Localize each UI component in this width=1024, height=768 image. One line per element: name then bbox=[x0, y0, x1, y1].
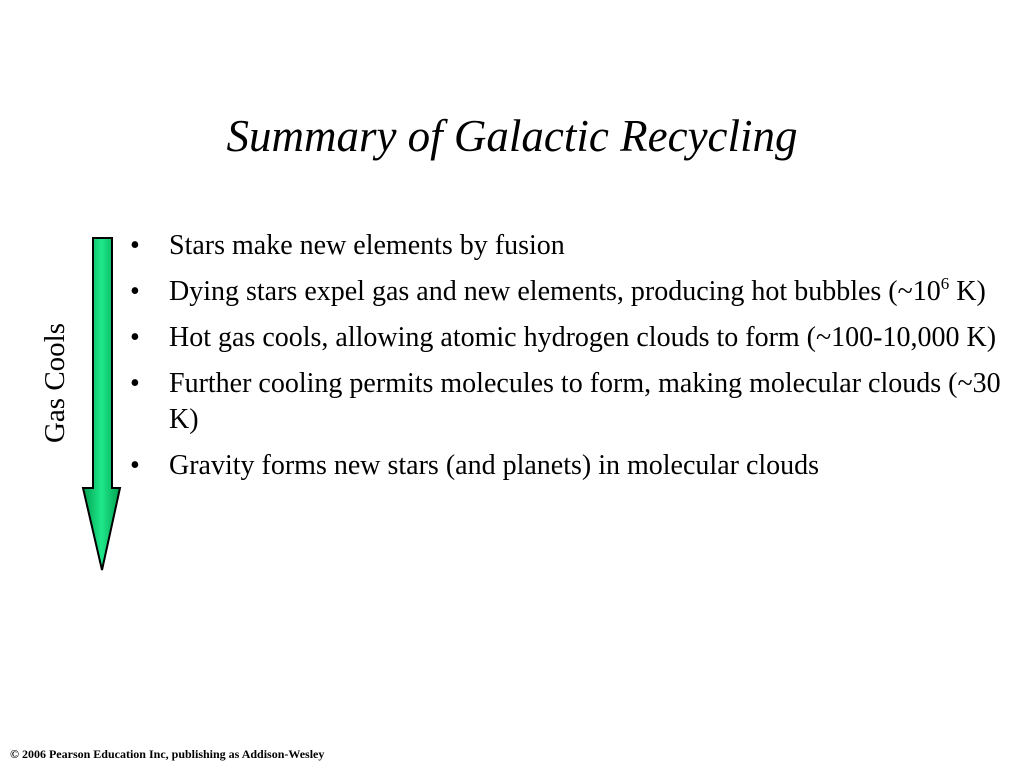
bullet-marker: • bbox=[130, 450, 140, 481]
bullet-marker: • bbox=[130, 322, 140, 353]
list-item bbox=[130, 320, 1010, 356]
copyright-footer: © 2006 Pearson Education Inc, publishing as Addison-Wesley bbox=[10, 747, 325, 761]
bullet-text: Dying stars expel gas and new elements, producing hot bubbles (~10 bbox=[169, 276, 941, 307]
list-item bbox=[130, 448, 1010, 484]
gas-cools-label: Gas Cools bbox=[39, 322, 71, 444]
bullet-marker: • bbox=[130, 368, 140, 399]
exponent: 6 bbox=[940, 274, 950, 293]
bullet-text-tail: K) bbox=[949, 276, 986, 307]
down-arrow-shape bbox=[83, 238, 120, 570]
down-arrow-icon bbox=[80, 236, 122, 572]
bullet-text: Further cooling permits molecules to form, making molecular clouds (~30 K) bbox=[169, 368, 1001, 435]
bullet-list bbox=[130, 228, 1010, 494]
bullet-marker: • bbox=[130, 230, 140, 261]
bullet-marker: • bbox=[130, 276, 140, 307]
bullet-text: Hot gas cools, allowing atomic hydrogen clouds to form (~100-10,000 K) bbox=[169, 322, 997, 353]
slide-title: Summary of Galactic Recycling bbox=[226, 111, 798, 161]
list-item bbox=[130, 228, 1010, 264]
bullet-text: Gravity forms new stars (and planets) in molecular clouds bbox=[169, 450, 820, 481]
bullet-text: Stars make new elements by fusion bbox=[169, 230, 565, 261]
list-item bbox=[130, 274, 1010, 310]
list-item bbox=[130, 366, 1010, 438]
